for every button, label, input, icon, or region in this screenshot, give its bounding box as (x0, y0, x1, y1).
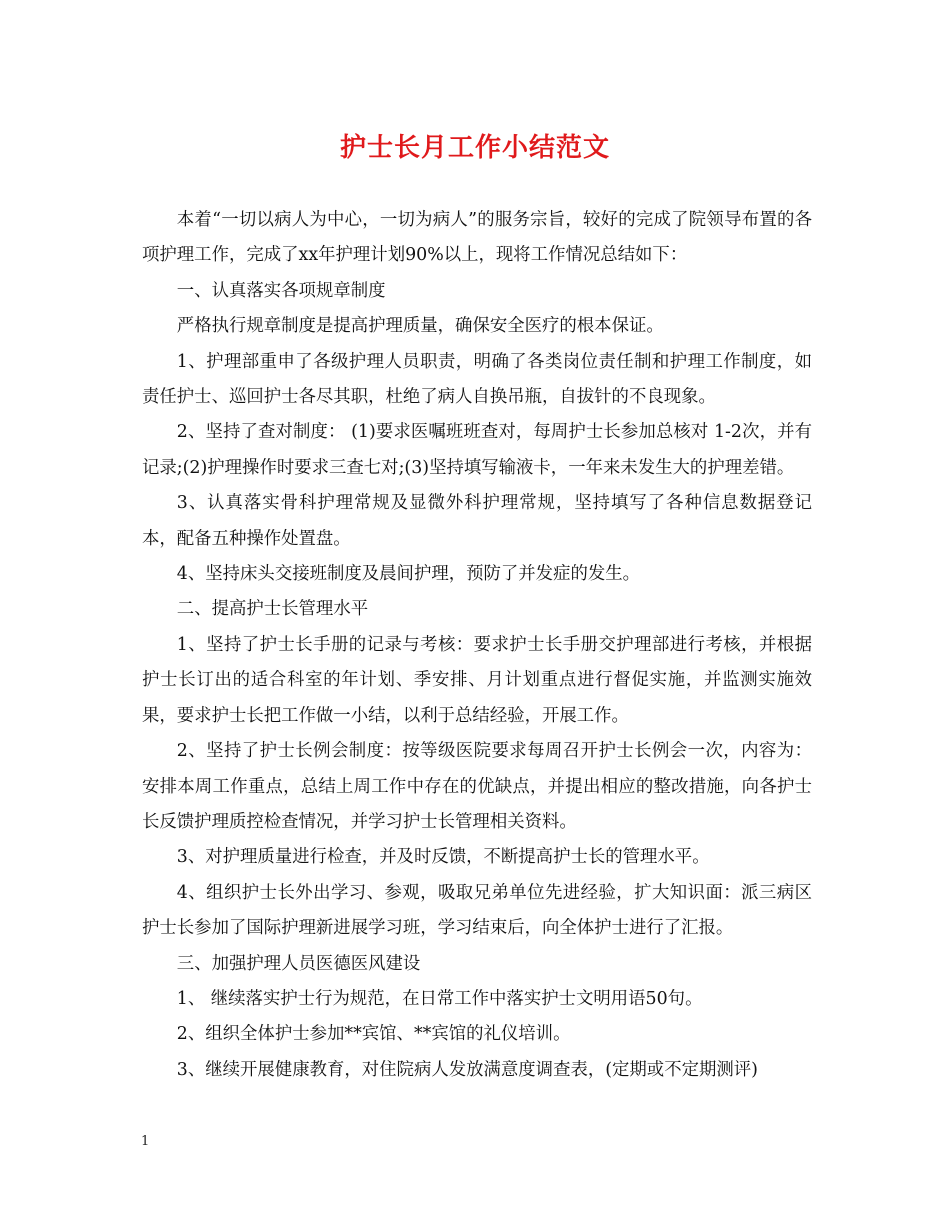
section-heading-2: 二、提高护士长管理水平 (176, 599, 369, 620)
intro-paragraph: 本着“一切以病人为中心，一切为病人”的服务宗旨，较好的完成了院领导布置的各项护理工作，完成了xx年护理计划90%以上，现将工作情况总结如下： (142, 210, 812, 266)
list-item: 1、 继续落实护士行为规范，在日常工作中落实护士文明用语50句。 (176, 988, 703, 1009)
list-item: 2、组织全体护士参加**宾馆、**宾馆的礼仪培训。 (176, 1024, 571, 1045)
paragraph: 严格执行规章制度是提高护理质量，确保安全医疗的根本保证。 (176, 316, 664, 337)
list-item: 3、认真落实骨科护理常规及显微外科护理常规，坚持填写了各种信息数据登记本，配备五种操作处置盘。 (142, 493, 812, 549)
section-heading-3: 三、加强护理人员医德医风建设 (176, 953, 421, 974)
list-item: 3、继续开展健康教育，对住院病人发放满意度调查表，(定期或不定期测评) (176, 1059, 758, 1080)
section-heading-1: 一、认真落实各项规章制度 (176, 280, 386, 301)
list-item: 1、护理部重申了各级护理人员职责，明确了各类岗位责任制和护理工作制度，如责任护士、巡回护士各尽其职，杜绝了病人自换吊瓶，自拔针的不良现象。 (142, 351, 812, 408)
list-item: 4、组织护士长外出学习、参观，吸取兄弟单位先进经验，扩大知识面：派三病区护士长参加了国际护理新进展学习班，学习结束后，向全体护士进行了汇报。 (142, 882, 812, 939)
list-item: 1、坚持了护士长手册的记录与考核：要求护士长手册交护理部进行考核，并根据护士长订出的适合科室的年计划、季安排、月计划重点进行督促实施，并监测实施效果，要求护士长把工作做一小结，以利于总结经验，开展工作。 (142, 634, 812, 726)
list-item: 4、坚持床头交接班制度及晨间护理，预防了并发症的发生。 (176, 564, 641, 585)
document-title: 护士长月工作小结范文 (339, 133, 610, 163)
page-number: 1 (141, 1134, 150, 1149)
list-item: 2、坚持了查对制度： (1)要求医嘱班班查对，每周护士长参加总核对 1-2次，并有记录;(2)护理操作时要求三查七对;(3)坚持填写输液卡，一年来未发生大的护理差错。 (142, 422, 812, 478)
list-item: 3、对护理质量进行检查，并及时反馈，不断提高护士长的管理水平。 (176, 847, 710, 868)
document-body (142, 203, 812, 1088)
list-item: 2、坚持了护士长例会制度：按等级医院要求每周召开护士长例会一次，内容为：安排本周工作重点，总结上周工作中存在的优缺点，并提出相应的整改措施，向各护士长反馈护理质控检查情况，并学习护士长管理相关资料。 (142, 741, 812, 832)
